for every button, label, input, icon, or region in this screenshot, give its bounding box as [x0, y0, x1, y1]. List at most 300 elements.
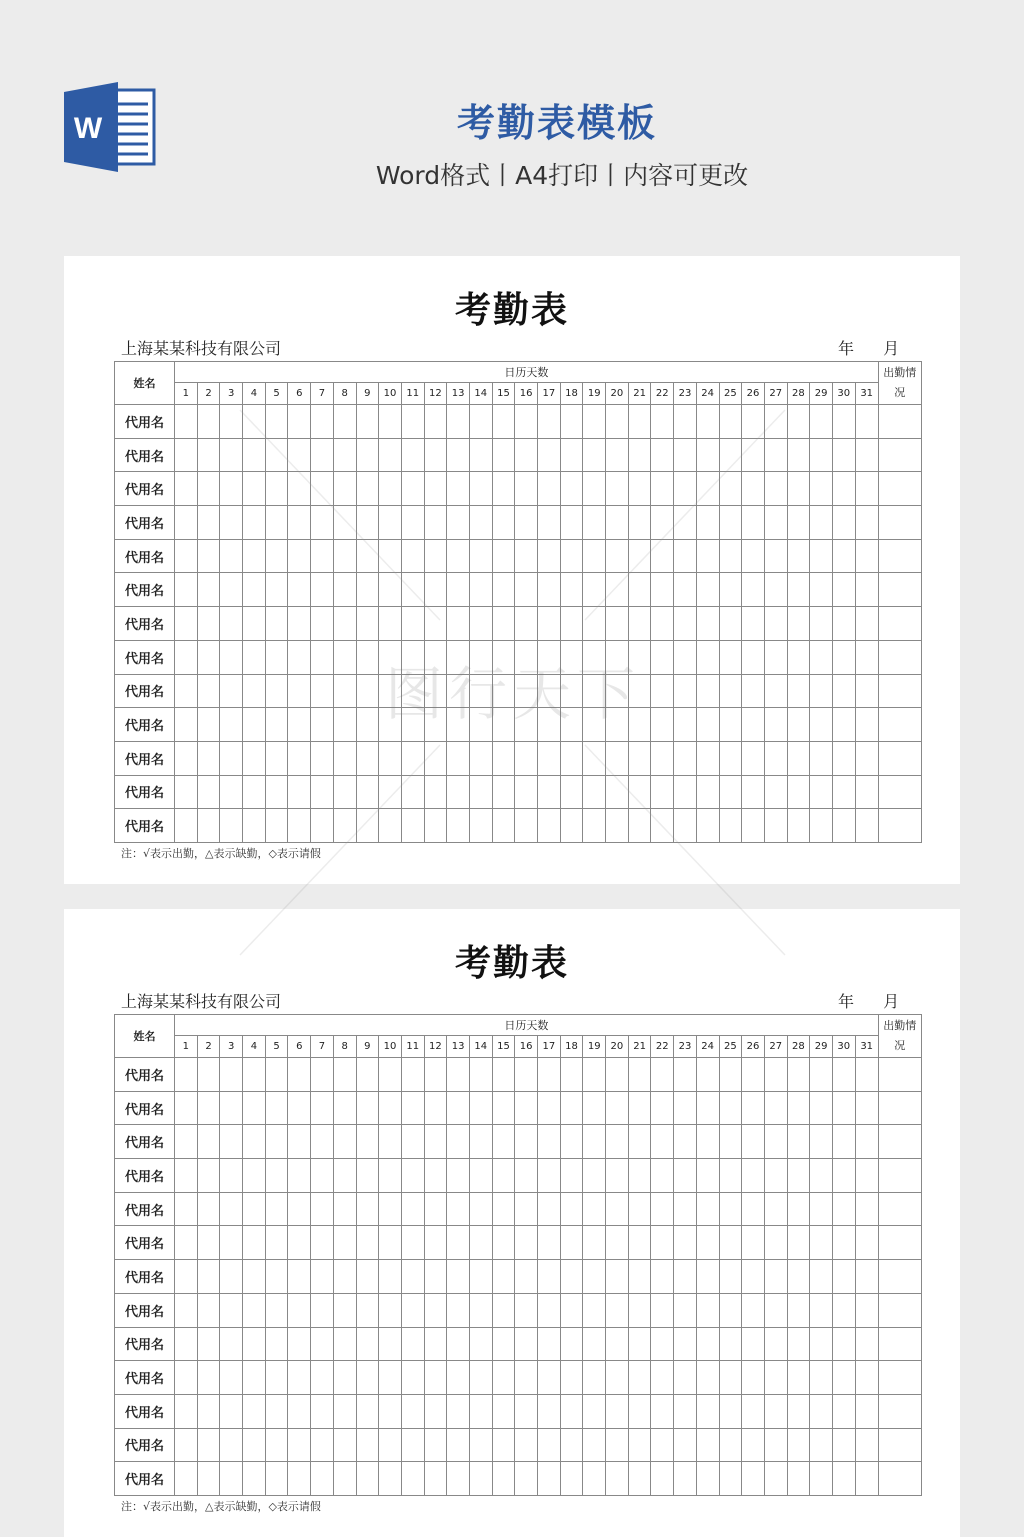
day-cell[interactable]: [719, 1361, 742, 1395]
day-cell[interactable]: [583, 1293, 606, 1327]
day-cell[interactable]: [583, 809, 606, 843]
day-cell[interactable]: [311, 741, 334, 775]
day-cell[interactable]: [583, 1125, 606, 1159]
day-cell[interactable]: [220, 809, 243, 843]
day-cell[interactable]: [719, 1125, 742, 1159]
day-cell[interactable]: [333, 708, 356, 742]
day-cell[interactable]: [424, 1192, 447, 1226]
day-cell[interactable]: [424, 708, 447, 742]
day-cell[interactable]: [764, 1260, 787, 1294]
day-cell[interactable]: [333, 1260, 356, 1294]
day-cell[interactable]: [583, 1428, 606, 1462]
day-cell[interactable]: [606, 1226, 629, 1260]
day-cell[interactable]: [333, 1462, 356, 1496]
day-cell[interactable]: [651, 405, 674, 439]
day-cell[interactable]: [333, 1125, 356, 1159]
day-cell[interactable]: [220, 1192, 243, 1226]
day-cell[interactable]: [560, 1192, 583, 1226]
day-cell[interactable]: [265, 607, 288, 641]
day-cell[interactable]: [787, 708, 810, 742]
day-cell[interactable]: [288, 741, 311, 775]
day-cell[interactable]: [764, 1327, 787, 1361]
day-cell[interactable]: [855, 1125, 878, 1159]
day-cell[interactable]: [787, 775, 810, 809]
day-cell[interactable]: [379, 1327, 402, 1361]
day-cell[interactable]: [197, 775, 220, 809]
day-cell[interactable]: [674, 472, 697, 506]
day-cell[interactable]: [469, 573, 492, 607]
day-cell[interactable]: [220, 539, 243, 573]
day-cell[interactable]: [764, 573, 787, 607]
day-cell[interactable]: [719, 1293, 742, 1327]
day-cell[interactable]: [288, 1293, 311, 1327]
day-cell[interactable]: [401, 1428, 424, 1462]
day-cell[interactable]: [651, 809, 674, 843]
day-cell[interactable]: [243, 472, 266, 506]
day-cell[interactable]: [719, 674, 742, 708]
attendance-cell[interactable]: [878, 775, 921, 809]
day-cell[interactable]: [356, 1394, 379, 1428]
day-cell[interactable]: [651, 472, 674, 506]
day-cell[interactable]: [560, 1091, 583, 1125]
day-cell[interactable]: [628, 1394, 651, 1428]
day-cell[interactable]: [197, 1192, 220, 1226]
day-cell[interactable]: [243, 1058, 266, 1092]
day-cell[interactable]: [560, 775, 583, 809]
day-cell[interactable]: [288, 506, 311, 540]
day-cell[interactable]: [401, 573, 424, 607]
day-cell[interactable]: [288, 1327, 311, 1361]
day-cell[interactable]: [311, 1192, 334, 1226]
day-cell[interactable]: [424, 1058, 447, 1092]
day-cell[interactable]: [764, 1462, 787, 1496]
day-cell[interactable]: [265, 1327, 288, 1361]
day-cell[interactable]: [265, 472, 288, 506]
day-cell[interactable]: [447, 1091, 470, 1125]
day-cell[interactable]: [742, 708, 765, 742]
day-cell[interactable]: [810, 1192, 833, 1226]
day-cell[interactable]: [515, 1226, 538, 1260]
day-cell[interactable]: [197, 438, 220, 472]
day-cell[interactable]: [855, 1394, 878, 1428]
day-cell[interactable]: [447, 1260, 470, 1294]
day-cell[interactable]: [560, 1125, 583, 1159]
day-cell[interactable]: [492, 674, 515, 708]
day-cell[interactable]: [696, 775, 719, 809]
day-cell[interactable]: [560, 1226, 583, 1260]
day-cell[interactable]: [810, 741, 833, 775]
day-cell[interactable]: [560, 472, 583, 506]
day-cell[interactable]: [197, 1091, 220, 1125]
day-cell[interactable]: [742, 539, 765, 573]
day-cell[interactable]: [175, 1293, 198, 1327]
day-cell[interactable]: [810, 1293, 833, 1327]
day-cell[interactable]: [401, 506, 424, 540]
day-cell[interactable]: [628, 607, 651, 641]
day-cell[interactable]: [197, 1428, 220, 1462]
day-cell[interactable]: [469, 1361, 492, 1395]
day-cell[interactable]: [696, 1394, 719, 1428]
day-cell[interactable]: [674, 1361, 697, 1395]
day-cell[interactable]: [742, 674, 765, 708]
day-cell[interactable]: [424, 1327, 447, 1361]
day-cell[interactable]: [832, 1462, 855, 1496]
day-cell[interactable]: [855, 708, 878, 742]
day-cell[interactable]: [288, 775, 311, 809]
day-cell[interactable]: [243, 1428, 266, 1462]
day-cell[interactable]: [696, 708, 719, 742]
day-cell[interactable]: [696, 674, 719, 708]
day-cell[interactable]: [220, 674, 243, 708]
day-cell[interactable]: [560, 1058, 583, 1092]
day-cell[interactable]: [515, 1125, 538, 1159]
day-cell[interactable]: [469, 1327, 492, 1361]
day-cell[interactable]: [560, 1159, 583, 1193]
day-cell[interactable]: [628, 1091, 651, 1125]
day-cell[interactable]: [606, 539, 629, 573]
day-cell[interactable]: [401, 1462, 424, 1496]
day-cell[interactable]: [379, 1226, 402, 1260]
day-cell[interactable]: [651, 1192, 674, 1226]
day-cell[interactable]: [447, 708, 470, 742]
day-cell[interactable]: [674, 809, 697, 843]
day-cell[interactable]: [583, 640, 606, 674]
day-cell[interactable]: [696, 1091, 719, 1125]
day-cell[interactable]: [538, 1192, 561, 1226]
day-cell[interactable]: [265, 1091, 288, 1125]
day-cell[interactable]: [742, 1428, 765, 1462]
day-cell[interactable]: [855, 405, 878, 439]
day-cell[interactable]: [197, 539, 220, 573]
day-cell[interactable]: [197, 741, 220, 775]
day-cell[interactable]: [764, 607, 787, 641]
day-cell[interactable]: [583, 405, 606, 439]
day-cell[interactable]: [606, 674, 629, 708]
day-cell[interactable]: [447, 573, 470, 607]
day-cell[interactable]: [265, 1361, 288, 1395]
day-cell[interactable]: [379, 1394, 402, 1428]
day-cell[interactable]: [787, 1058, 810, 1092]
day-cell[interactable]: [764, 1226, 787, 1260]
day-cell[interactable]: [492, 1226, 515, 1260]
day-cell[interactable]: [265, 506, 288, 540]
day-cell[interactable]: [832, 539, 855, 573]
day-cell[interactable]: [197, 1327, 220, 1361]
day-cell[interactable]: [175, 1327, 198, 1361]
day-cell[interactable]: [628, 1226, 651, 1260]
day-cell[interactable]: [560, 506, 583, 540]
day-cell[interactable]: [538, 1462, 561, 1496]
day-cell[interactable]: [628, 1159, 651, 1193]
day-cell[interactable]: [764, 708, 787, 742]
day-cell[interactable]: [288, 573, 311, 607]
attendance-cell[interactable]: [878, 1058, 921, 1092]
attendance-cell[interactable]: [878, 1394, 921, 1428]
day-cell[interactable]: [288, 1394, 311, 1428]
day-cell[interactable]: [197, 1058, 220, 1092]
day-cell[interactable]: [379, 1260, 402, 1294]
day-cell[interactable]: [855, 674, 878, 708]
day-cell[interactable]: [265, 1394, 288, 1428]
day-cell[interactable]: [764, 1125, 787, 1159]
day-cell[interactable]: [401, 708, 424, 742]
day-cell[interactable]: [175, 1428, 198, 1462]
day-cell[interactable]: [651, 741, 674, 775]
day-cell[interactable]: [243, 1260, 266, 1294]
day-cell[interactable]: [583, 1159, 606, 1193]
day-cell[interactable]: [356, 1428, 379, 1462]
day-cell[interactable]: [379, 573, 402, 607]
day-cell[interactable]: [742, 1091, 765, 1125]
day-cell[interactable]: [651, 1361, 674, 1395]
day-cell[interactable]: [742, 741, 765, 775]
day-cell[interactable]: [832, 1428, 855, 1462]
day-cell[interactable]: [265, 674, 288, 708]
day-cell[interactable]: [560, 708, 583, 742]
day-cell[interactable]: [265, 1462, 288, 1496]
day-cell[interactable]: [810, 1058, 833, 1092]
day-cell[interactable]: [832, 1293, 855, 1327]
day-cell[interactable]: [832, 472, 855, 506]
day-cell[interactable]: [583, 438, 606, 472]
day-cell[interactable]: [243, 1327, 266, 1361]
day-cell[interactable]: [651, 607, 674, 641]
day-cell[interactable]: [424, 809, 447, 843]
day-cell[interactable]: [311, 539, 334, 573]
day-cell[interactable]: [492, 1125, 515, 1159]
day-cell[interactable]: [583, 1091, 606, 1125]
day-cell[interactable]: [469, 1226, 492, 1260]
day-cell[interactable]: [560, 1394, 583, 1428]
day-cell[interactable]: [333, 1226, 356, 1260]
day-cell[interactable]: [265, 1428, 288, 1462]
day-cell[interactable]: [220, 1058, 243, 1092]
day-cell[interactable]: [469, 1428, 492, 1462]
day-cell[interactable]: [651, 1260, 674, 1294]
day-cell[interactable]: [424, 472, 447, 506]
day-cell[interactable]: [832, 674, 855, 708]
day-cell[interactable]: [696, 1058, 719, 1092]
day-cell[interactable]: [175, 674, 198, 708]
day-cell[interactable]: [356, 438, 379, 472]
day-cell[interactable]: [220, 775, 243, 809]
attendance-cell[interactable]: [878, 1462, 921, 1496]
day-cell[interactable]: [855, 1260, 878, 1294]
day-cell[interactable]: [311, 405, 334, 439]
day-cell[interactable]: [832, 1327, 855, 1361]
day-cell[interactable]: [855, 472, 878, 506]
day-cell[interactable]: [832, 1260, 855, 1294]
day-cell[interactable]: [651, 1462, 674, 1496]
day-cell[interactable]: [787, 1428, 810, 1462]
day-cell[interactable]: [175, 708, 198, 742]
day-cell[interactable]: [379, 708, 402, 742]
day-cell[interactable]: [356, 607, 379, 641]
day-cell[interactable]: [651, 1125, 674, 1159]
day-cell[interactable]: [197, 405, 220, 439]
day-cell[interactable]: [447, 1125, 470, 1159]
day-cell[interactable]: [787, 1091, 810, 1125]
day-cell[interactable]: [424, 438, 447, 472]
day-cell[interactable]: [175, 506, 198, 540]
day-cell[interactable]: [560, 405, 583, 439]
day-cell[interactable]: [674, 1226, 697, 1260]
day-cell[interactable]: [401, 775, 424, 809]
day-cell[interactable]: [333, 1361, 356, 1395]
day-cell[interactable]: [696, 1125, 719, 1159]
day-cell[interactable]: [696, 1192, 719, 1226]
day-cell[interactable]: [424, 607, 447, 641]
attendance-cell[interactable]: [878, 472, 921, 506]
day-cell[interactable]: [469, 1293, 492, 1327]
day-cell[interactable]: [175, 775, 198, 809]
day-cell[interactable]: [742, 1394, 765, 1428]
day-cell[interactable]: [492, 708, 515, 742]
day-cell[interactable]: [447, 809, 470, 843]
day-cell[interactable]: [265, 405, 288, 439]
day-cell[interactable]: [379, 1091, 402, 1125]
day-cell[interactable]: [538, 1159, 561, 1193]
day-cell[interactable]: [674, 1293, 697, 1327]
day-cell[interactable]: [492, 405, 515, 439]
day-cell[interactable]: [197, 1462, 220, 1496]
day-cell[interactable]: [492, 1058, 515, 1092]
day-cell[interactable]: [197, 640, 220, 674]
day-cell[interactable]: [560, 741, 583, 775]
day-cell[interactable]: [742, 438, 765, 472]
day-cell[interactable]: [401, 1159, 424, 1193]
day-cell[interactable]: [764, 1428, 787, 1462]
day-cell[interactable]: [674, 708, 697, 742]
day-cell[interactable]: [651, 1428, 674, 1462]
day-cell[interactable]: [855, 573, 878, 607]
day-cell[interactable]: [197, 1159, 220, 1193]
day-cell[interactable]: [311, 674, 334, 708]
day-cell[interactable]: [469, 775, 492, 809]
day-cell[interactable]: [243, 607, 266, 641]
day-cell[interactable]: [492, 1260, 515, 1294]
day-cell[interactable]: [311, 1091, 334, 1125]
day-cell[interactable]: [175, 472, 198, 506]
day-cell[interactable]: [288, 1260, 311, 1294]
day-cell[interactable]: [220, 1159, 243, 1193]
day-cell[interactable]: [764, 1159, 787, 1193]
day-cell[interactable]: [220, 438, 243, 472]
day-cell[interactable]: [333, 809, 356, 843]
day-cell[interactable]: [356, 1091, 379, 1125]
day-cell[interactable]: [356, 674, 379, 708]
day-cell[interactable]: [197, 1361, 220, 1395]
day-cell[interactable]: [243, 1192, 266, 1226]
day-cell[interactable]: [492, 809, 515, 843]
day-cell[interactable]: [515, 1192, 538, 1226]
day-cell[interactable]: [787, 506, 810, 540]
day-cell[interactable]: [356, 1226, 379, 1260]
day-cell[interactable]: [742, 506, 765, 540]
day-cell[interactable]: [379, 1428, 402, 1462]
day-cell[interactable]: [787, 1394, 810, 1428]
day-cell[interactable]: [265, 1125, 288, 1159]
attendance-cell[interactable]: [878, 607, 921, 641]
day-cell[interactable]: [606, 1462, 629, 1496]
day-cell[interactable]: [401, 1327, 424, 1361]
day-cell[interactable]: [560, 1428, 583, 1462]
day-cell[interactable]: [401, 1226, 424, 1260]
day-cell[interactable]: [243, 438, 266, 472]
day-cell[interactable]: [742, 1159, 765, 1193]
day-cell[interactable]: [810, 506, 833, 540]
day-cell[interactable]: [288, 1226, 311, 1260]
day-cell[interactable]: [606, 1293, 629, 1327]
day-cell[interactable]: [220, 1091, 243, 1125]
day-cell[interactable]: [606, 573, 629, 607]
day-cell[interactable]: [855, 775, 878, 809]
day-cell[interactable]: [424, 775, 447, 809]
day-cell[interactable]: [606, 506, 629, 540]
attendance-cell[interactable]: [878, 539, 921, 573]
day-cell[interactable]: [401, 1058, 424, 1092]
day-cell[interactable]: [696, 405, 719, 439]
day-cell[interactable]: [288, 1159, 311, 1193]
day-cell[interactable]: [515, 1159, 538, 1193]
day-cell[interactable]: [855, 640, 878, 674]
day-cell[interactable]: [764, 1091, 787, 1125]
day-cell[interactable]: [538, 607, 561, 641]
day-cell[interactable]: [719, 573, 742, 607]
day-cell[interactable]: [288, 809, 311, 843]
day-cell[interactable]: [764, 539, 787, 573]
day-cell[interactable]: [492, 1327, 515, 1361]
day-cell[interactable]: [696, 506, 719, 540]
day-cell[interactable]: [288, 472, 311, 506]
day-cell[interactable]: [492, 1428, 515, 1462]
day-cell[interactable]: [719, 775, 742, 809]
day-cell[interactable]: [674, 1428, 697, 1462]
day-cell[interactable]: [243, 809, 266, 843]
day-cell[interactable]: [628, 405, 651, 439]
day-cell[interactable]: [855, 438, 878, 472]
day-cell[interactable]: [379, 1462, 402, 1496]
day-cell[interactable]: [674, 1058, 697, 1092]
day-cell[interactable]: [220, 1428, 243, 1462]
day-cell[interactable]: [175, 809, 198, 843]
day-cell[interactable]: [243, 506, 266, 540]
day-cell[interactable]: [424, 1462, 447, 1496]
day-cell[interactable]: [220, 405, 243, 439]
day-cell[interactable]: [492, 640, 515, 674]
day-cell[interactable]: [197, 1125, 220, 1159]
day-cell[interactable]: [447, 1327, 470, 1361]
day-cell[interactable]: [311, 1462, 334, 1496]
day-cell[interactable]: [356, 708, 379, 742]
day-cell[interactable]: [764, 1394, 787, 1428]
day-cell[interactable]: [265, 573, 288, 607]
day-cell[interactable]: [356, 539, 379, 573]
day-cell[interactable]: [515, 405, 538, 439]
day-cell[interactable]: [651, 539, 674, 573]
day-cell[interactable]: [810, 674, 833, 708]
day-cell[interactable]: [787, 1462, 810, 1496]
day-cell[interactable]: [674, 438, 697, 472]
day-cell[interactable]: [719, 506, 742, 540]
day-cell[interactable]: [175, 741, 198, 775]
day-cell[interactable]: [855, 1361, 878, 1395]
day-cell[interactable]: [832, 438, 855, 472]
day-cell[interactable]: [220, 1293, 243, 1327]
day-cell[interactable]: [379, 1361, 402, 1395]
day-cell[interactable]: [855, 539, 878, 573]
day-cell[interactable]: [401, 539, 424, 573]
